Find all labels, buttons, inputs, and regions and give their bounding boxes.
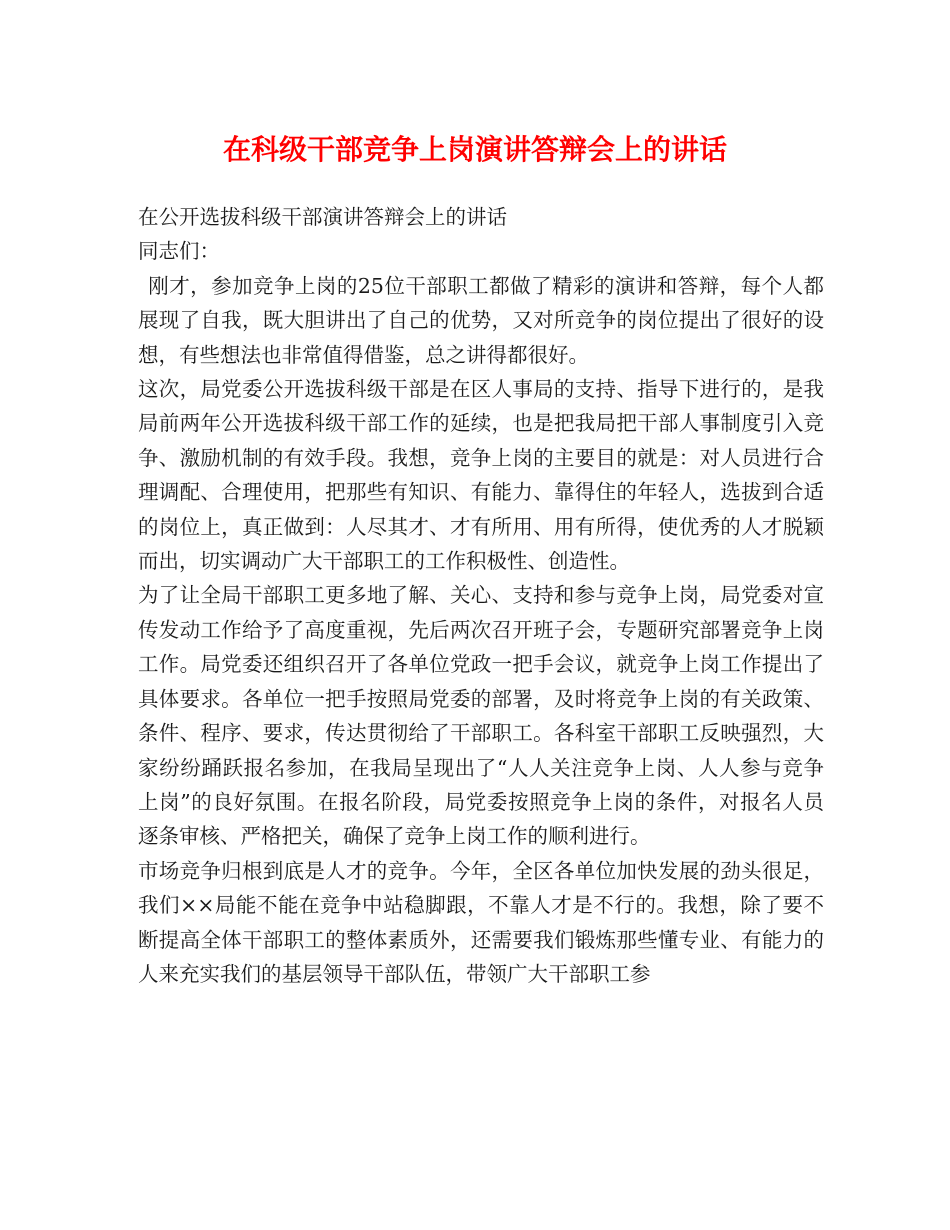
body-paragraph: 市场竞争归根到底是人才的竞争。今年，全区各单位加快发展的劲头很足，我们××局能不能在竞争中站稳脚跟，不靠人才是不行的。我想，除了要不断提高全体干部职工的整体素质外，还需要我们锻炼那些懂专业、有能力的人来充实我们的基层领导干部队伍，带领广大干部职工参	[138, 858, 824, 986]
body-paragraph: 刚才，参加竞争上岗的25位干部职工都做了精彩的演讲和答辩，每个人都展现了自我，既大胆讲出了自己的优势，又对所竞争的岗位提出了很好的设想，有些想法也非常值得借鉴，总之讲得都很好。	[138, 273, 824, 367]
document-body	[138, 200, 824, 991]
subtitle-paragraph: 在公开选拔科级干部演讲答辩会上的讲话	[138, 205, 507, 229]
body-paragraph: 为了让全局干部职工更多地了解、关心、支持和参与竞争上岗，局党委对宣传发动工作给予了高度重视，先后两次召开班子会，专题研究部署竞争上岗工作。局党委还组织召开了各单位党政一把手会议，就竞争上岗工作提出了具体要求。各单位一把手按照局党委的部署，及时将竞争上岗的有关政策、条件、程序、要求，传达贯彻给了干部职工。各科室干部职工反映强烈，大家纷纷踊跃报名参加，在我局呈现出了“人人关注竞争上岗、人人参与竞争上岗”的良好氛围。在报名阶段，局党委按照竞争上岗的条件，对报名人员逐条审核、严格把关，确保了竞争上岗工作的顺利进行。	[138, 583, 824, 849]
document-title: 在科级干部竞争上岗演讲答辩会上的讲话	[222, 133, 727, 166]
body-paragraph: 这次，局党委公开选拔科级干部是在区人事局的支持、指导下进行的，是我局前两年公开选拔科级干部工作的延续，也是把我局把干部人事制度引入竞争、激励机制的有效手段。我想，竞争上岗的主要目的就是：对人员进行合理调配、合理使用，把那些有知识、有能力、靠得住的年轻人，选拔到合适的岗位上，真正做到：人尽其才、才有所用、用有所得，使优秀的人才脱颖而出，切实调动广大干部职工的工作积极性、创造性。	[138, 377, 824, 574]
salutation-paragraph: 同志们：	[138, 239, 220, 264]
